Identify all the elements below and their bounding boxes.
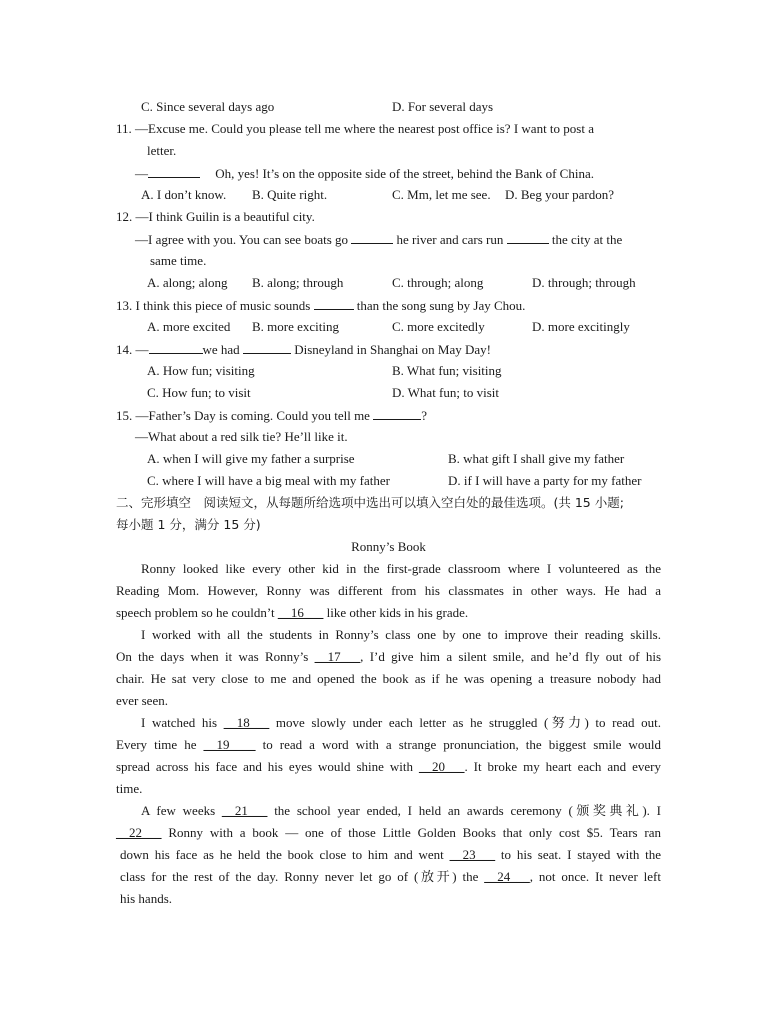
q15-stem-line1 [116,407,427,424]
p2-line1: I worked with all the students in Ronny’s class one by one to improve their reading skills. [141,627,661,642]
blank-23: __23___ [449,847,496,862]
q15-option-a: A. when I will give my father a surprise [147,451,355,466]
p1-line3 [116,605,468,621]
q11-stem-line2: letter. [147,143,177,158]
q12-stem-line2 [135,231,622,248]
p4-text-d: down his face as he held the book close to him and went [120,847,444,862]
blank-16: __16___ [277,605,324,620]
q15-blank [373,407,421,420]
q14-stem [116,341,491,358]
q14-blank-1 [149,341,203,354]
blank-18: __18___ [223,715,270,730]
q12-option-a: A. along; along [147,275,228,290]
p2-line3: chair. He sat very close to me and opened the book as if he was opening a treasure nobody had [116,671,661,686]
p4-line5: his hands. [120,891,172,906]
q11-option-b: B. Quite right. [252,187,328,202]
q14-option-a: A. How fun; visiting [147,363,255,378]
p3-text-c: Every time he [116,737,197,752]
p1-text-b: like other kids in his grade. [326,605,469,620]
q15-stem-line2: —What about a red silk tie? He’ll like it. [135,429,348,444]
p3-text-f: . It broke my heart each and every [464,759,661,774]
p3-line4: time. [116,781,143,796]
q11-reply-line [135,165,594,182]
q12-blank-2 [507,231,549,244]
q12-option-d: D. through; through [532,275,636,290]
q11-dash: — [135,166,148,181]
p2-text-a: On the days when it was Ronny’s [116,649,309,664]
q13-option-c: C. more excitedly [392,319,485,334]
q11-reply-text: Oh, yes! It’s on the opposite side of the street, behind the Bank of China. [215,166,594,181]
blank-17: __17___ [314,649,361,664]
q12-text-a: —I agree with you. You can see boats go [135,232,349,247]
blank-21: __21___ [221,803,268,818]
q11-stem-line1: 11. —Excuse me. Could you please tell me where the nearest post office is? I want to post a [116,121,594,136]
p4-line4 [120,869,661,885]
q13-option-a: A. more excited [147,319,231,334]
q11-option-c: C. Mm, let me see. [392,187,491,202]
q12-text-b: he river and cars run [396,232,504,247]
p4-text-a: A few weeks [141,803,216,818]
p2-line4: ever seen. [116,693,168,708]
q13-option-b: B. more exciting [252,319,340,334]
p4-line2 [116,825,661,841]
q14-blank-2 [243,341,291,354]
section2-heading-line1: 二、完形填空 阅读短文，从每题所给选项中选出可以填入空白处的最佳选项。(共 15 小题; [116,495,624,510]
p4-text-g: , not once. It never left [529,869,661,884]
p3-text-b: move slowly under each letter as he struggled (努力) to read out. [275,715,662,730]
p1-line2: Reading Mom. However, Ronny was different from his classmates in other ways. He had a [116,583,661,598]
p3-line3 [116,759,661,775]
p4-text-c: Ronny with a book — one of those Little Golden Books that only cost $5. Tears ran [168,825,662,840]
blank-19: __19____ [203,737,256,752]
q10-option-c: C. Since several days ago [141,99,275,114]
q13-blank [314,297,354,310]
p1-line1: Ronny looked like every other kid in the first-grade classroom where I volunteered as the [141,561,661,576]
q14-text-a: 14. — [116,342,149,357]
p3-line1 [141,715,661,731]
q14-option-b: B. What fun; visiting [392,363,502,378]
q15-option-b: B. what gift I shall give my father [448,451,625,466]
p2-line2 [116,649,661,665]
q12-stem-line1: 12. —I think Guilin is a beautiful city. [116,209,315,224]
section2-heading-line2: 每小题 1 分，满分 15 分) [116,517,261,532]
q13-text-a: 13. I think this piece of music sounds [116,298,311,313]
q15-option-c: C. where I will have a big meal with my father [147,473,390,488]
q10-option-d: D. For several days [392,99,494,114]
q11-answer-blank [148,165,200,178]
q12-text-c: the city at the [551,232,623,247]
q14-option-c: C. How fun; to visit [147,385,251,400]
p3-text-d: to read a word with a strange pronunciation, the biggest smile would [262,737,661,752]
p1-text-a: speech problem so he couldn’t [116,605,275,620]
q14-option-d: D. What fun; to visit [392,385,500,400]
p3-text-e: spread across his face and his eyes would shine with [116,759,413,774]
q12-blank-1 [351,231,393,244]
p4-text-e: to his seat. I stayed with the [500,847,662,862]
q13-text-b: than the song sung by Jay Chou. [356,298,526,313]
blank-24: __24___ [484,869,530,884]
p4-line3 [120,847,661,863]
p4-text-f: class for the rest of the day. Ronny never let go of (放开) the [120,869,479,884]
q14-text-b: we had [202,342,240,357]
q11-option-a: A. I don’t know. [141,187,227,202]
passage-title: Ronny’s Book [351,539,426,554]
p3-text-a: I watched his [141,715,218,730]
p4-text-b: the school year ended, I held an awards ceremony (颁奖典礼). I [274,803,662,818]
q12-stem-line3: same time. [150,253,207,268]
blank-20: __20___ [418,759,465,774]
q15-option-d: D. if I will have a party for my father [448,473,642,488]
q15-text-b: ? [421,408,427,423]
q13-stem [116,297,525,314]
q14-text-c: Disneyland in Shanghai on May Day! [294,342,491,357]
q12-option-b: B. along; through [252,275,344,290]
q15-text-a: 15. —Father’s Day is coming. Could you tell me [116,408,370,423]
p3-line2 [116,737,661,753]
blank-22: __22___ [116,825,162,840]
p2-text-b: , I’d give him a silent smile, and he’d fly out of his [360,649,661,664]
p4-line1 [141,803,661,819]
q11-option-d: D. Beg your pardon? [505,187,615,202]
q13-option-d: D. more excitingly [532,319,630,334]
q12-option-c: C. through; along [392,275,484,290]
